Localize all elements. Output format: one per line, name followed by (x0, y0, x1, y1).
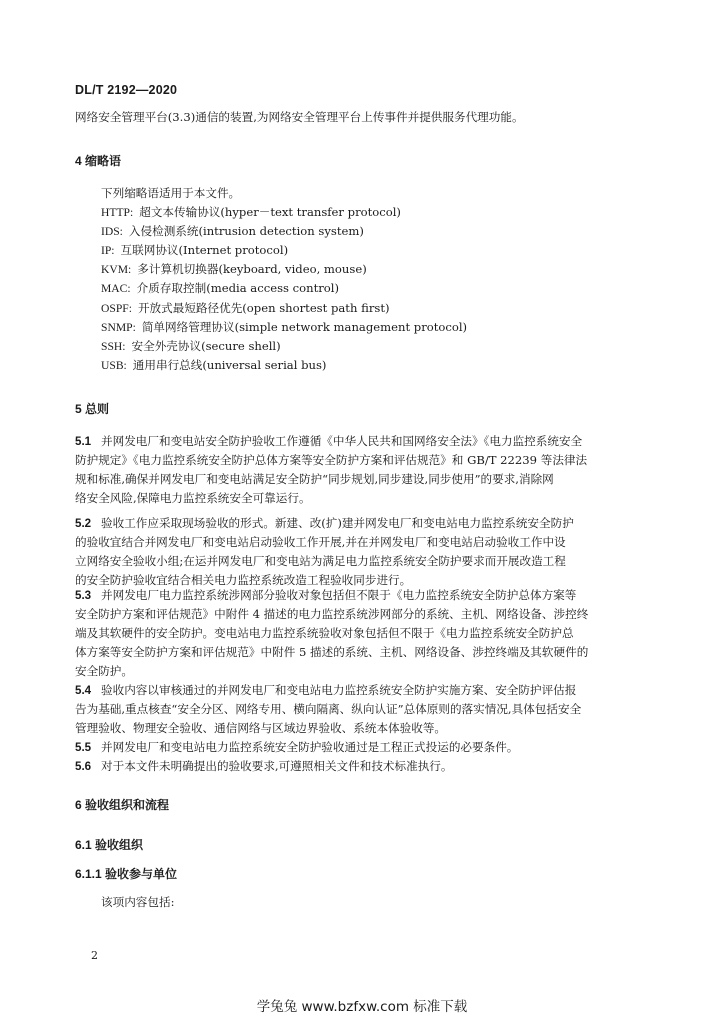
clause-5-6 (75, 757, 650, 776)
clause-text: 立网络安全验收小组;在运并网发电厂和变电站为满足电力监控系统安全防护要求而开展改造工程 (75, 554, 566, 568)
clause-line (75, 605, 650, 624)
clause-text: 并网发电厂和变电站电力监控系统安全防护验收通过是工程正式投运的必要条件。 (101, 740, 519, 754)
clause-text: 的验收宜结合并网发电厂和变电站启动验收工作开展,并在并网发电厂和变电站启动验收工作中设 (75, 535, 566, 549)
clause-line (75, 738, 650, 757)
clause-text: 管理验收、物理安全验收、通信网络与区域边界验收、系统本体验收等。 (75, 721, 447, 735)
clause-number: 5.2 (75, 517, 92, 530)
abbreviation-code: HTTP: (101, 206, 134, 219)
clause-line (75, 719, 650, 738)
page-number: 2 (91, 949, 98, 962)
clause-text: 告为基础,重点核查“安全分区、网络专用、横向隔离、纵向认证”总体原则的落实情况,具体包括安全 (75, 702, 582, 716)
clause-5-5 (75, 738, 650, 757)
section-6-heading: 6 验收组织和流程 (75, 798, 170, 812)
clause-number: 5.3 (75, 589, 92, 602)
abbreviation-item (101, 203, 401, 222)
abbreviation-description: 多计算机切换器(keyboard, video, mouse) (137, 262, 367, 277)
abbreviation-description: 简单网络管理协议(simple network management protocol) (141, 319, 468, 334)
clause-text: 的安全防护验收宜结合相关电力监控系统改造工程验收同步进行。 (75, 573, 412, 587)
section-5-heading: 5 总则 (75, 402, 110, 416)
clause-line (75, 624, 650, 643)
abbreviation-code: SSH: (101, 339, 126, 353)
abbreviation-description: 安全外壳协议(secure shell) (131, 338, 281, 353)
clause-line (75, 643, 650, 662)
clause-line (75, 681, 650, 700)
clause-text: 对于本文件未明确提出的验收要求,可遵照相关文件和技术标准执行。 (101, 759, 453, 773)
abbreviation-description: 超文本传输协议(hyper－text transfer protocol) (139, 205, 401, 219)
clause-text: 体方案等安全防护方案和评估规范》中附件 5 描述的系统、主机、网络设备、涉控终端及其软硬件的 (75, 645, 589, 659)
section-6-1-heading: 6.1 验收组织 (75, 838, 144, 852)
section-4-heading: 4 缩略语 (75, 154, 122, 168)
abbreviation-item (101, 241, 288, 260)
clause-number: 5.1 (75, 435, 92, 448)
clause-line (75, 489, 650, 508)
abbreviation-description: 入侵检测系统(intrusion detection system) (128, 224, 364, 239)
clause-text: 端及其软硬件的安全防护。变电站电力监控系统验收对象包括但不限于《电力监控系统安全防护总 (75, 626, 574, 640)
clause-line (75, 514, 650, 533)
section-4-lead: 下列缩略语适用于本文件。 (101, 186, 241, 200)
clause-line (75, 451, 650, 470)
abbreviation-description: 介质存取控制(media access control) (136, 281, 340, 296)
section-6-1-1-text: 该项内容包括: (101, 895, 175, 909)
abbreviation-item (101, 356, 326, 375)
abbreviation-item (101, 318, 467, 337)
abbreviation-code: IDS: (101, 225, 123, 239)
clause-line (75, 662, 650, 681)
clause-line (75, 533, 650, 552)
abbreviation-code: IP: (101, 244, 115, 258)
clause-text: 验收工作应采取现场验收的形式。新建、改(扩)建并网发电厂和变电站电力监控系统安全防护 (101, 516, 574, 530)
abbreviation-code: OSPF: (101, 301, 132, 315)
clause-line (75, 552, 650, 571)
clause-text: 防护规定》《电力监控系统安全防护总体方案等安全防护方案和评估规范》和 GB/T 22239 等法律法 (75, 453, 588, 467)
intro-line: 网络安全管理平台(3.3)通信的装置,为网络安全管理平台上传事件并提供服务代理功能。 (75, 110, 524, 124)
clause-5-1 (75, 432, 650, 508)
clause-number: 5.5 (75, 741, 92, 754)
clause-line (75, 470, 650, 489)
clause-text: 规和标准,确保并网发电厂和变电站满足安全防护“同步规划,同步建设,同步使用”的要求,消除网 (75, 472, 554, 486)
clause-text: 并网发电厂和变电站安全防护验收工作遵循《中华人民共和国网络安全法》《电力监控系统安全 (101, 434, 583, 448)
section-6-1-1-heading: 6.1.1 验收参与单位 (75, 867, 178, 881)
clause-line (75, 586, 650, 605)
clause-5-4 (75, 681, 650, 738)
abbreviation-code: SNMP: (101, 320, 136, 334)
clause-text: 并网发电厂电力监控系统涉网部分验收对象包括但不限于《电力监控系统安全防护总体方案等 (101, 588, 577, 602)
clause-line (75, 757, 650, 776)
clause-text: 络安全风险,保障电力监控系统安全可靠运行。 (75, 491, 311, 505)
document-code: DL/T 2192—2020 (75, 83, 178, 97)
watermark: 学兔兔 www.bzfxw.com 标准下载 (256, 999, 468, 1015)
abbreviation-item (101, 279, 339, 298)
clause-5-2 (75, 514, 650, 590)
abbreviation-item (101, 222, 364, 241)
clause-text: 安全防护。 (75, 664, 133, 678)
abbreviation-code: KVM: (101, 263, 132, 277)
abbreviation-description: 开放式最短路径优先(open shortest path first) (137, 300, 390, 315)
abbreviation-item (101, 260, 367, 279)
abbreviation-description: 互联网协议(Internet protocol) (120, 243, 289, 258)
abbreviation-code: MAC: (101, 282, 131, 296)
clause-text: 验收内容以审核通过的并网发电厂和变电站电力监控系统安全防护实施方案、安全防护评估报 (101, 683, 577, 697)
clause-line (75, 700, 650, 719)
abbreviation-item (101, 337, 281, 356)
abbreviation-code: USB: (101, 358, 127, 372)
clause-number: 5.4 (75, 684, 92, 697)
abbreviation-item (101, 299, 390, 318)
clause-line (75, 432, 650, 451)
abbreviation-description: 通用串行总线(universal serial bus) (132, 357, 327, 372)
clause-text: 安全防护方案和评估规范》中附件 4 描述的电力监控系统涉网部分的系统、主机、网络设备、涉控终 (75, 607, 589, 621)
clause-5-3 (75, 586, 650, 681)
clause-number: 5.6 (75, 760, 92, 773)
